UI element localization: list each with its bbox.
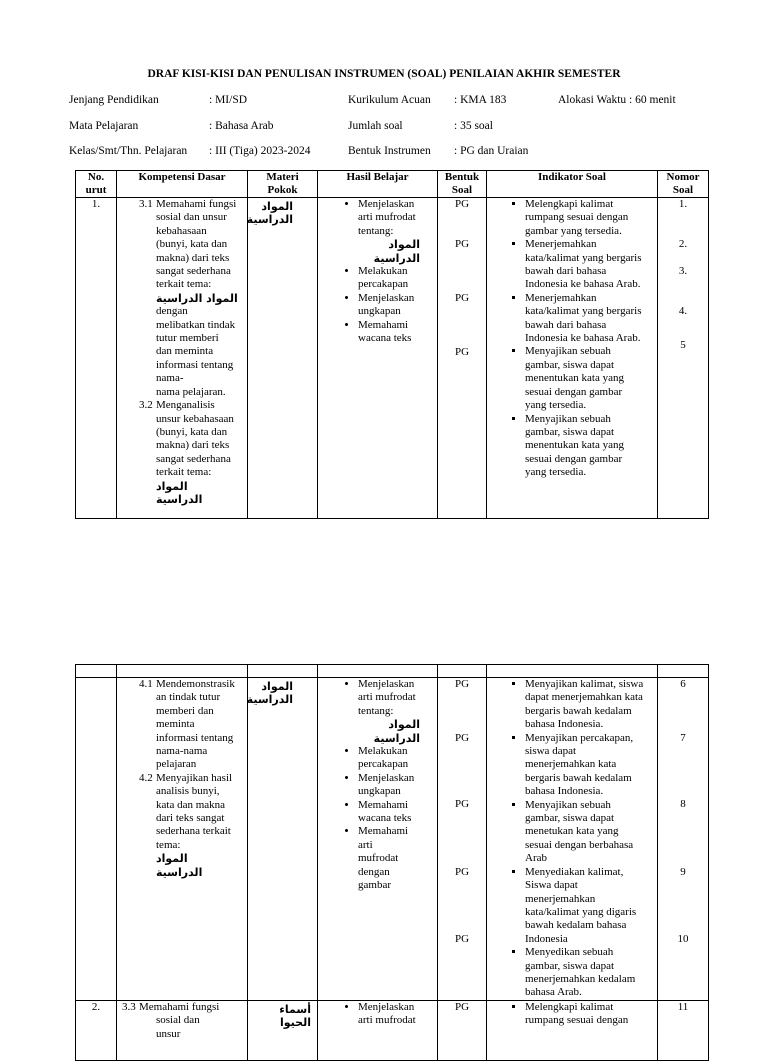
- jumlah-value: : 35 soal: [454, 120, 493, 132]
- table-header-row: [76, 665, 709, 678]
- kisi-kisi-table-page2: [75, 664, 709, 1061]
- kompetensi-dasar-cell: 4.1 Mendemonstrasik an tindak tutur memberi dan meminta informasi tentang nama-nama pelajaran 4.2 Menyajikan hasil analisis bunyi, kata dan makna dari teks sangat sederhana terkait tema: المواد الدراسية: [117, 678, 248, 1001]
- no-urut: 2.: [76, 1000, 117, 1060]
- jumlah-label: Jumlah soal: [348, 120, 403, 132]
- no-urut: 1.: [76, 198, 117, 519]
- bentuk-soal-cell: PG PG PG PG: [438, 198, 487, 519]
- list-item: • Menjelaskan arti mufrodat tentang: المواد الدراسية: [358, 198, 420, 265]
- list-item: • Menjelaskan ungkapan: [358, 772, 420, 799]
- header-hasil-belajar: Hasil Belajar: [318, 171, 438, 198]
- list-item: ▪ Menyajikan sebuah gambar, siswa dapat menentukan kata yang sesuai dengan gambar yang tersedia.: [525, 345, 651, 412]
- kisi-kisi-table-page1: [75, 170, 709, 519]
- list-item: • Menjelaskan arti mufrodat tentang: المواد الدراسية: [358, 678, 420, 745]
- list-item: ▪ Menyedikan sebuah gambar, siswa dapat menerjemahkan kedalam bahasa Arab.: [525, 946, 651, 1000]
- mapel-label: Mata Pelajaran: [69, 120, 139, 132]
- table-row: [76, 198, 709, 519]
- table-header-row: [76, 171, 709, 198]
- no-urut: [76, 678, 117, 1001]
- list-item: ▪ Menerjemahkan kata/kalimat yang bergaris bawah dari bahasa Indonesia ke bahasa Arab.: [525, 292, 651, 346]
- kompetensi-dasar-cell: 3.3 Memahami fungsi sosial dan unsur: [117, 1000, 248, 1060]
- list-item: • Melakukan percakapan: [358, 265, 420, 292]
- kelas-label: Kelas/Smt/Thn. Pelajaran: [69, 145, 188, 157]
- arabic-theme: المواد: [156, 479, 188, 493]
- header-nomor-soal: Nomor Soal: [658, 171, 709, 198]
- materi-pokok-cell: المواد الدراسية: [248, 678, 318, 1001]
- kurikulum-value: : KMA 183: [454, 94, 507, 106]
- list-item: • Menjelaskan ungkapan: [358, 292, 420, 319]
- list-item: • Memahami wacana teks: [358, 799, 420, 826]
- document-title: DRAF KISI-KISI DAN PENULISAN INSTRUMEN (SOAL) PENILAIAN AKHIR SEMESTER: [147, 68, 621, 80]
- list-item: ▪ Melengkapi kalimat rumpang sesuai dengan: [525, 1001, 651, 1028]
- bentuk-label: Bentuk Instrumen: [348, 145, 431, 157]
- list-item: • Melakukan percakapan: [358, 745, 420, 772]
- jenjang-label: Jenjang Pendidikan: [69, 94, 159, 106]
- hasil-belajar-cell: [318, 1000, 438, 1060]
- hasil-belajar-cell: [318, 678, 438, 1001]
- jenjang-value: : MI/SD: [209, 94, 248, 106]
- list-item: ▪ Menyajikan percakapan, siswa dapat menerjemahkan kata bergaris bawah kedalam bahasa Indonesia.: [525, 732, 651, 799]
- hasil-belajar-cell: [318, 198, 438, 519]
- header-bentuk-soal: Bentuk Soal: [438, 171, 487, 198]
- list-item: ▪ Menyajikan kalimat, siswa dapat menerjemahkan kata bergaris bawah kedalam bahasa Indonesia.: [525, 678, 651, 732]
- list-item: • Menjelaskan arti mufrodat: [358, 1001, 420, 1028]
- list-item: • Memahami wacana teks: [358, 319, 420, 346]
- nomor-soal-cell: 1. 2. 3. 4. 5: [658, 198, 709, 519]
- nomor-soal-cell: 6 7 8 9 10: [658, 678, 709, 1001]
- list-item: ▪ Melengkapi kalimat rumpang sesuai dengan gambar yang tersedia.: [525, 198, 651, 238]
- header-no: No. urut: [76, 171, 117, 198]
- bentuk-soal-cell: PG: [438, 1000, 487, 1060]
- materi-pokok-cell: المواد الدراسية: [248, 198, 318, 519]
- arabic-theme: المواد: [156, 852, 188, 866]
- kelas-value: : III (Tiga) 2023-2024: [209, 145, 311, 157]
- indikator-soal-cell: [487, 198, 658, 519]
- indikator-soal-cell: [487, 678, 658, 1001]
- mapel-value: : Bahasa Arab: [209, 120, 274, 132]
- kompetensi-dasar-cell: 3.1 Memahami fungsi sosial dan unsur kebahasaan (bunyi, kata dan makna) dari teks sangat sederhana terkait tema: المواد الدراسية dengan melibatkan tindak tutur memberi dan meminta informasi tentang nama- nama pelajaran. 3.2 Menganalisis unsur kebahasaan (bunyi, kata dan makna) dari teks sangat sederhana terkait tema: المواد الدراسية: [117, 198, 248, 519]
- list-item: ▪ Menyediakan kalimat, Siswa dapat menerjemahkan kata/kalimat yang digaris bawah kedalam bahasa Indonesia: [525, 866, 651, 946]
- header-materi-pokok: Materi Pokok: [248, 171, 318, 198]
- alokasi-waktu: Alokasi Waktu : 60 menit: [558, 94, 676, 106]
- kurikulum-label: Kurikulum Acuan: [348, 94, 431, 106]
- nomor-soal-cell: 11: [658, 1000, 709, 1060]
- arabic-theme: المواد الدراسية: [156, 291, 238, 305]
- table-row: [76, 1000, 709, 1060]
- materi-pokok-cell: أسماء الحيوا: [248, 1000, 318, 1060]
- list-item: ▪ Menyajikan sebuah gambar, siswa dapat menetukan kata yang sesuai dengan berbahasa Arab: [525, 799, 651, 866]
- list-item: ▪ Menyajikan sebuah gambar, siswa dapat menentukan kata yang sesuai dengan gambar yang tersedia.: [525, 413, 651, 480]
- list-item: • Memahami arti mufrodat dengan gambar: [358, 825, 420, 892]
- table-row: [76, 678, 709, 1001]
- bentuk-soal-cell: PG PG PG PG PG: [438, 678, 487, 1001]
- indikator-soal-cell: [487, 1000, 658, 1060]
- list-item: ▪ Menerjemahkan kata/kalimat yang bergaris bawah dari bahasa Indonesia ke bahasa Arab.: [525, 238, 651, 292]
- bentuk-value: : PG dan Uraian: [454, 145, 529, 157]
- header-kompetensi-dasar: Kompetensi Dasar: [117, 171, 248, 198]
- header-indikator-soal: Indikator Soal: [487, 171, 658, 198]
